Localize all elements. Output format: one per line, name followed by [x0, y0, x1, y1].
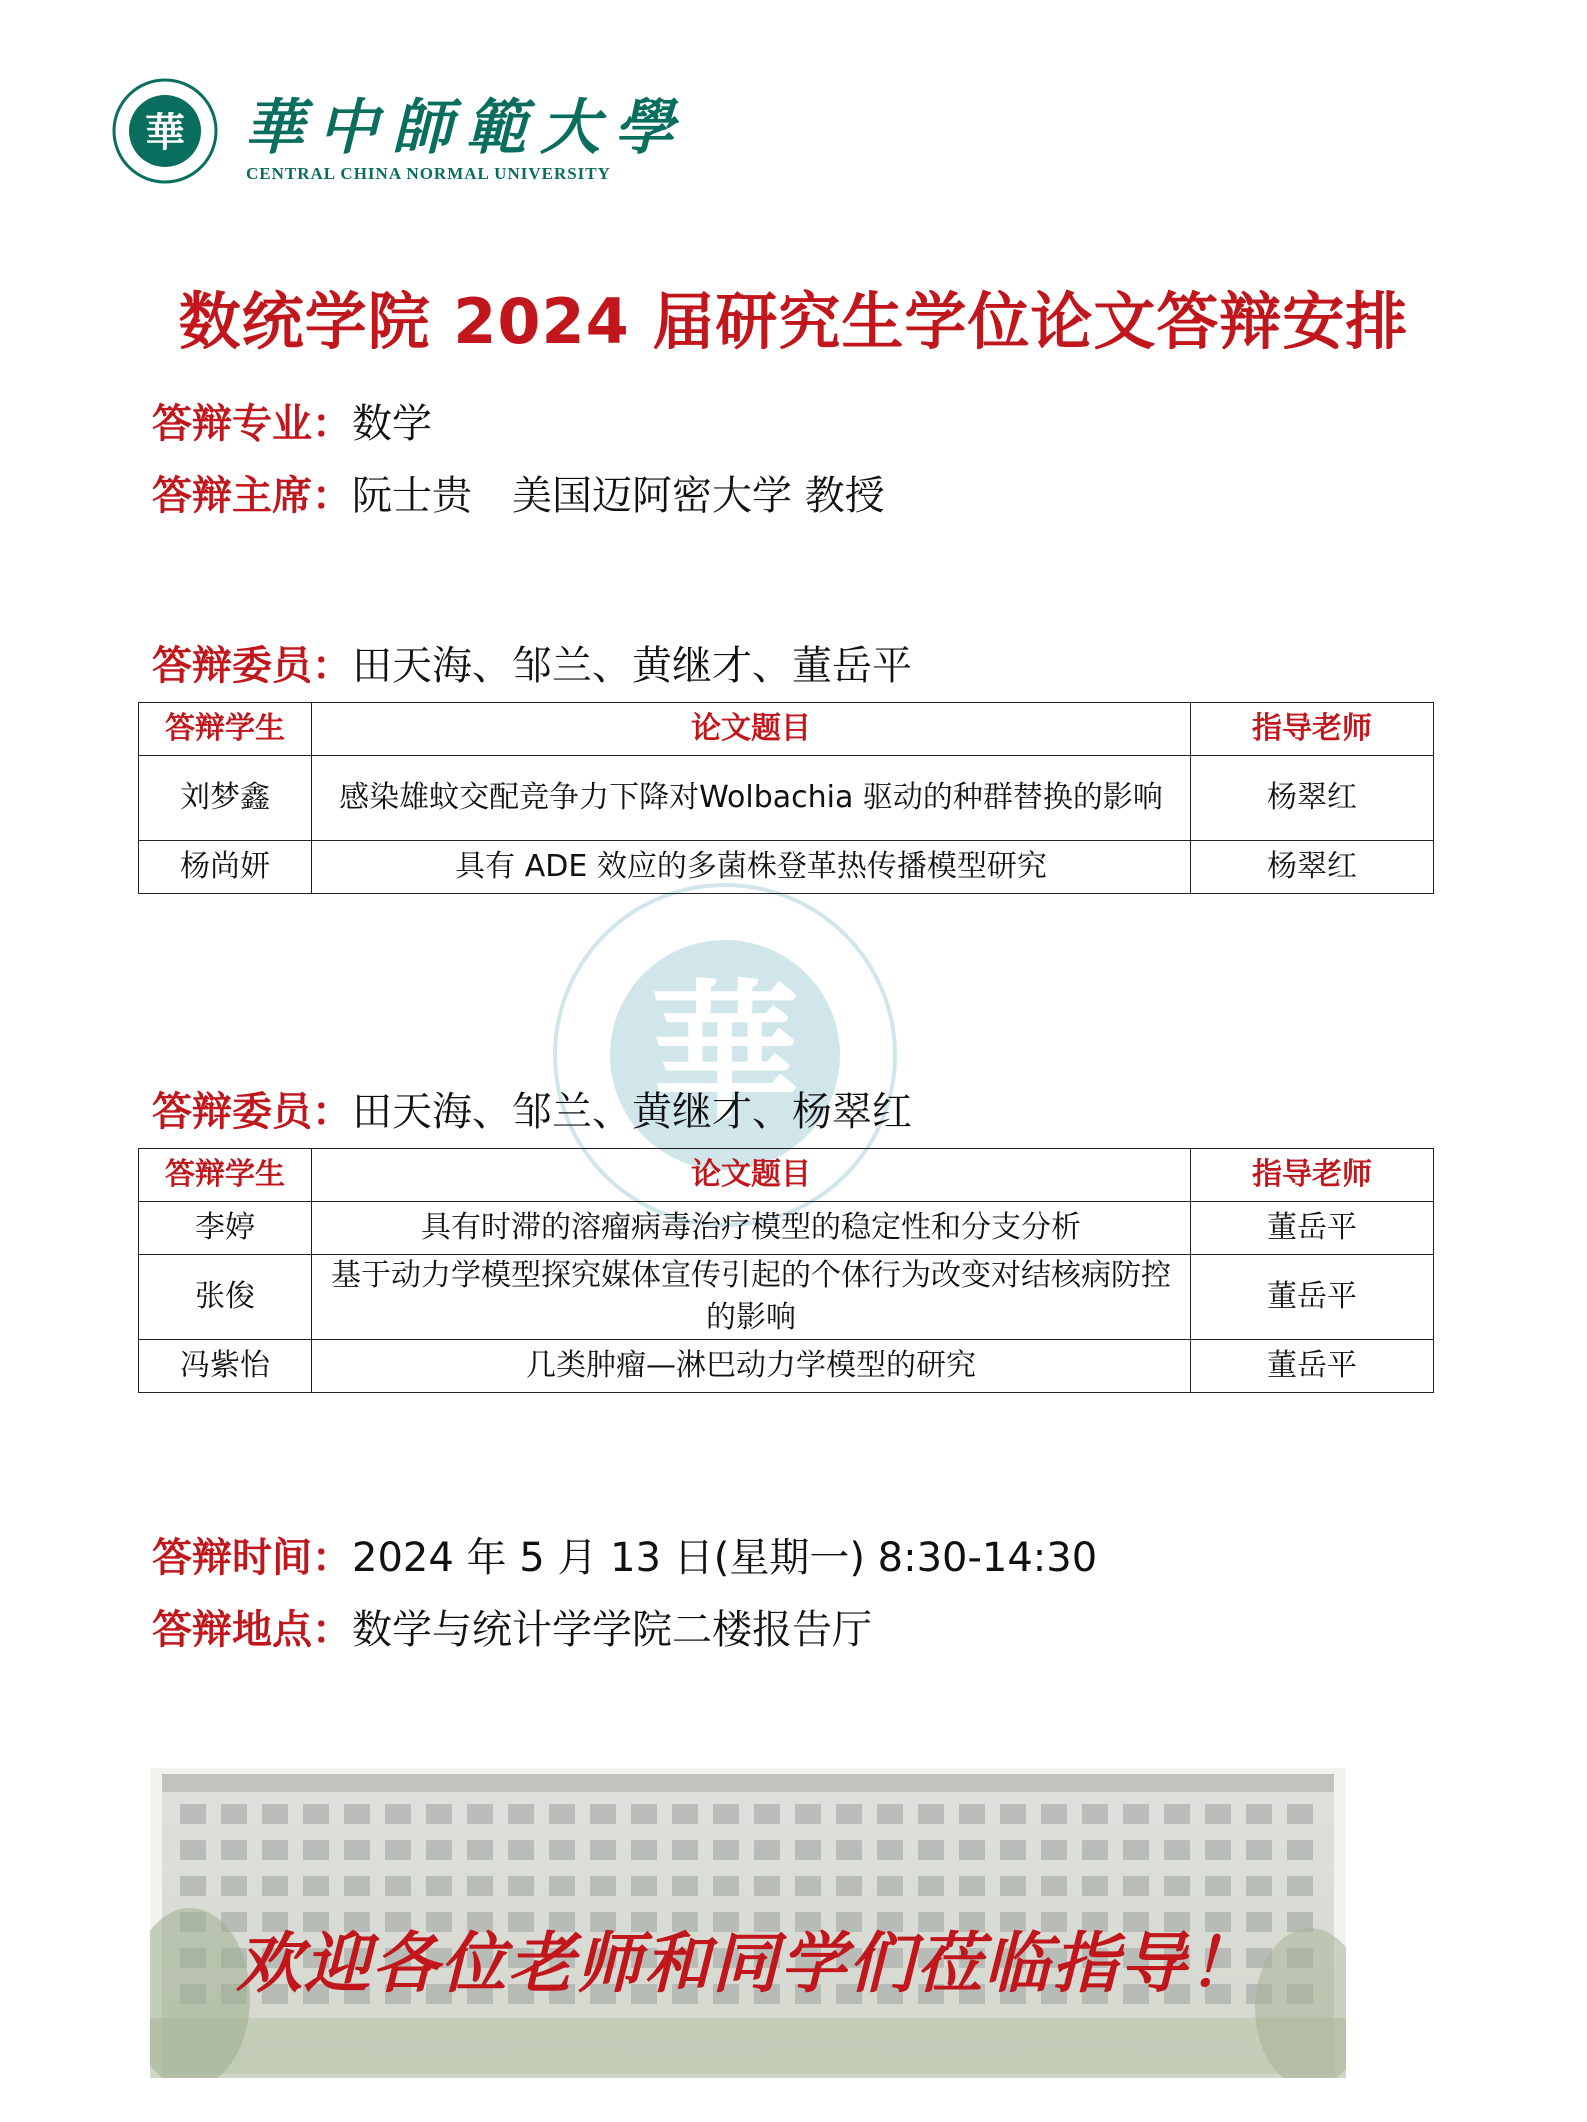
- welcome-banner: 欢迎各位老师和同学们莅临指导！: [236, 1925, 1256, 2002]
- table-row: [139, 1255, 1434, 1340]
- building-window: [508, 1804, 534, 1824]
- building-window: [1246, 1876, 1272, 1896]
- page-title: 数统学院 2024 届研究生学位论文答辩安排: [178, 285, 1409, 358]
- building-window: [754, 1840, 780, 1860]
- building-window: [1041, 1876, 1067, 1896]
- building-window: [590, 1876, 616, 1896]
- building-window: [426, 1804, 452, 1824]
- table-row: [139, 1340, 1434, 1393]
- building-window: [1123, 1876, 1149, 1896]
- cell-student: 张俊: [139, 1255, 312, 1340]
- building-window: [754, 1876, 780, 1896]
- building-window: [467, 1804, 493, 1824]
- cell-advisor: 董岳平: [1191, 1202, 1434, 1255]
- building-window: [1000, 1876, 1026, 1896]
- building-window: [221, 1876, 247, 1896]
- building-window: [1082, 1876, 1108, 1896]
- major-label: 答辩专业：: [152, 401, 352, 447]
- committee2-label: 答辩委员：: [152, 1089, 352, 1135]
- building-window: [672, 1876, 698, 1896]
- building-window: [221, 1840, 247, 1860]
- time-value: 2024 年 5 月 13 日(星期一) 8:30-14:30: [352, 1535, 1098, 1581]
- building-window: [467, 1876, 493, 1896]
- building-window: [1041, 1840, 1067, 1860]
- building-window: [221, 1804, 247, 1824]
- building-window: [262, 1840, 288, 1860]
- building-window: [918, 1804, 944, 1824]
- place-value: 数学与统计学学院二楼报告厅: [352, 1607, 872, 1653]
- chair-line: [152, 464, 885, 521]
- building-window: [549, 1804, 575, 1824]
- committee1-value: 田天海、邹兰、黄继才、董岳平: [352, 643, 912, 689]
- building-window: [180, 1804, 206, 1824]
- building-window: [426, 1840, 452, 1860]
- cell-title: 感染雄蚊交配竞争力下降对Wolbachia 驱动的种群替换的影响: [312, 756, 1191, 841]
- header-advisor: 指导老师: [1191, 703, 1434, 756]
- building-window: [344, 1840, 370, 1860]
- building-window: [795, 1840, 821, 1860]
- building-window: [631, 1804, 657, 1824]
- cell-student: 刘梦鑫: [139, 756, 312, 841]
- building-window: [262, 1804, 288, 1824]
- building-window: [1287, 1876, 1313, 1896]
- building-window: [713, 1876, 739, 1896]
- cell-advisor: 董岳平: [1191, 1255, 1434, 1340]
- building-window: [877, 1840, 903, 1860]
- building-window: [1287, 1804, 1313, 1824]
- building-window: [1164, 1804, 1190, 1824]
- table-row: [139, 841, 1434, 894]
- header-student: 答辩学生: [139, 1149, 312, 1202]
- header-title: 论文题目: [312, 1149, 1191, 1202]
- cell-title: 基于动力学模型探究媒体宣传引起的个体行为改变对结核病防控的影响: [312, 1255, 1191, 1340]
- building-window: [1205, 1840, 1231, 1860]
- university-seal-icon: [112, 78, 218, 184]
- building-window: [590, 1840, 616, 1860]
- building-window: [1000, 1804, 1026, 1824]
- university-logo: [112, 74, 688, 194]
- building-window: [549, 1876, 575, 1896]
- building-window: [344, 1804, 370, 1824]
- committee1-label: 答辩委员：: [152, 643, 352, 689]
- building-window: [631, 1840, 657, 1860]
- svg-text:華: 華: [649, 965, 801, 1141]
- cell-advisor: 杨翠红: [1191, 756, 1434, 841]
- building-window: [959, 1804, 985, 1824]
- building-window: [631, 1876, 657, 1896]
- building-window: [836, 1804, 862, 1824]
- building-window: [795, 1804, 821, 1824]
- major-value: 数学: [352, 401, 432, 447]
- building-window: [1041, 1804, 1067, 1824]
- building-window: [754, 1804, 780, 1824]
- cell-advisor: 杨翠红: [1191, 841, 1434, 894]
- building-window: [385, 1804, 411, 1824]
- building-window: [959, 1876, 985, 1896]
- cell-student: 杨尚妍: [139, 841, 312, 894]
- chair-label: 答辩主席：: [152, 473, 352, 519]
- building-window: [467, 1840, 493, 1860]
- time-label: 答辩时间：: [152, 1535, 352, 1581]
- building-window: [262, 1876, 288, 1896]
- header-student: 答辩学生: [139, 703, 312, 756]
- building-window: [1246, 1804, 1272, 1824]
- building-window: [303, 1804, 329, 1824]
- building-window: [918, 1876, 944, 1896]
- cell-student: 李婷: [139, 1202, 312, 1255]
- building-window: [385, 1840, 411, 1860]
- committee2-value: 田天海、邹兰、黄继才、杨翠红: [352, 1089, 912, 1135]
- building-window: [180, 1876, 206, 1896]
- building-window: [672, 1840, 698, 1860]
- building-window: [590, 1804, 616, 1824]
- cell-advisor: 董岳平: [1191, 1340, 1434, 1393]
- cell-title: 几类肿瘤—淋巴动力学模型的研究: [312, 1340, 1191, 1393]
- building-window: [1205, 1876, 1231, 1896]
- table-header-row: [139, 1149, 1434, 1202]
- building-window: [1082, 1804, 1108, 1824]
- table-header-row: [139, 703, 1434, 756]
- committee2-line: [152, 1080, 912, 1137]
- university-name-cn: 華中師範大學: [244, 93, 688, 163]
- cell-title: 具有 ADE 效应的多菌株登革热传播模型研究: [312, 841, 1191, 894]
- building-window: [959, 1840, 985, 1860]
- building-window: [918, 1840, 944, 1860]
- building-window: [1205, 1804, 1231, 1824]
- university-name-en: CENTRAL CHINA NORMAL UNIVERSITY: [246, 164, 611, 183]
- schedule-table-1: [138, 702, 1434, 894]
- time-line: [152, 1526, 1097, 1583]
- place-label: 答辩地点：: [152, 1607, 352, 1653]
- table-row: [139, 756, 1434, 841]
- schedule-table-2: [138, 1148, 1434, 1393]
- building-window: [672, 1804, 698, 1824]
- building-window: [1246, 1840, 1272, 1860]
- cell-student: 冯紫怡: [139, 1340, 312, 1393]
- building-window: [877, 1804, 903, 1824]
- building-window: [303, 1840, 329, 1860]
- building-window: [1082, 1840, 1108, 1860]
- building-window: [836, 1840, 862, 1860]
- chair-value: 阮士贵 美国迈阿密大学 教授: [352, 473, 885, 519]
- building-window: [303, 1876, 329, 1896]
- building-window: [549, 1840, 575, 1860]
- building-window: [1123, 1840, 1149, 1860]
- building-window: [877, 1876, 903, 1896]
- cell-title: 具有时滞的溶瘤病毒治疗模型的稳定性和分支分析: [312, 1202, 1191, 1255]
- building-window: [795, 1876, 821, 1896]
- header-advisor: 指导老师: [1191, 1149, 1434, 1202]
- building-window: [1123, 1804, 1149, 1824]
- header-title: 论文题目: [312, 703, 1191, 756]
- building-window: [344, 1876, 370, 1896]
- building-window: [385, 1876, 411, 1896]
- building-window: [508, 1876, 534, 1896]
- building-window: [713, 1804, 739, 1824]
- building-window: [1000, 1840, 1026, 1860]
- building-window: [1164, 1840, 1190, 1860]
- building-window: [713, 1840, 739, 1860]
- table-row: [139, 1202, 1434, 1255]
- building-window: [1287, 1840, 1313, 1860]
- building-window: [180, 1840, 206, 1860]
- major-line: [152, 392, 432, 449]
- committee1-line: [152, 634, 912, 691]
- building-window: [508, 1840, 534, 1860]
- building-window: [426, 1876, 452, 1896]
- building-window: [836, 1876, 862, 1896]
- place-line: [152, 1598, 872, 1655]
- building-window: [1164, 1876, 1190, 1896]
- svg-text:華: 華: [145, 109, 185, 156]
